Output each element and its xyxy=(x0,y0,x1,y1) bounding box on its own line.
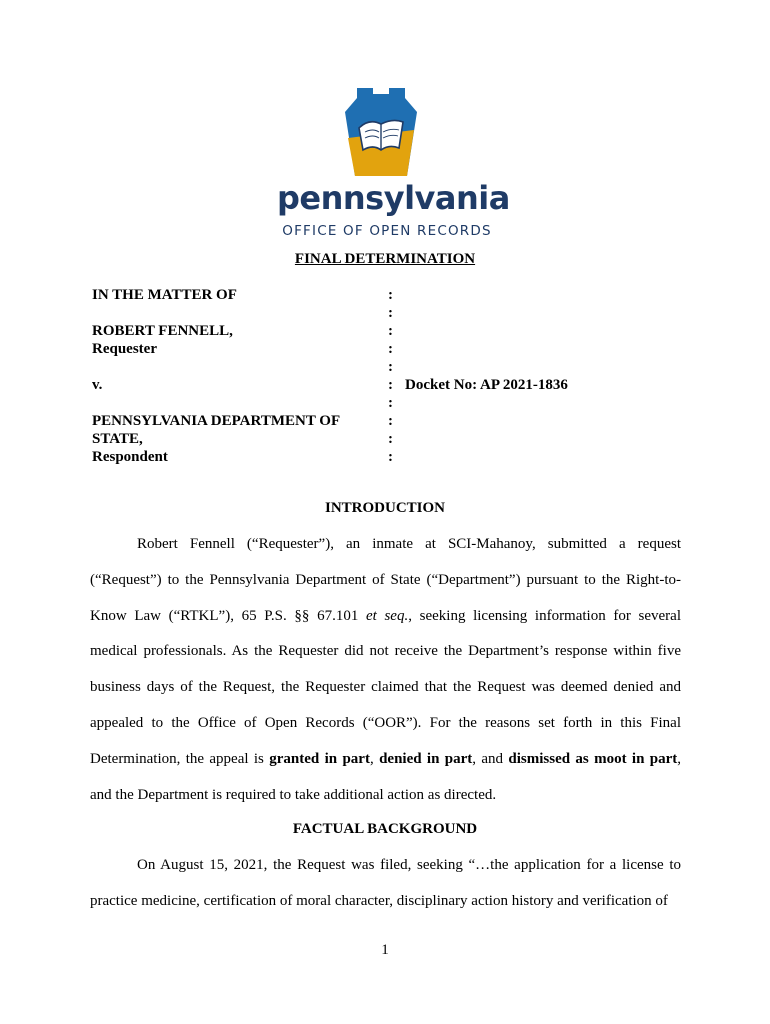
factual-background-heading: FACTUAL BACKGROUND xyxy=(292,821,478,837)
caption-colon-column xyxy=(388,286,398,466)
caption-colon: : xyxy=(388,287,393,303)
intro-italic-et-seq: et seq. xyxy=(365,607,409,624)
intro-dismissed: dismissed as moot in part xyxy=(508,750,678,767)
intro-text-2: , seeking licensing information for several medical professionals. As the Requester did not receive the Department’s response within five business days of the Request, the Requester claimed that the Request was deemed denied and appealed to the Office of Open Records (“OOR”). For the reasons set forth in this Final Determination, the appeal is xyxy=(90,607,681,767)
intro-granted: granted in part xyxy=(269,750,370,767)
keystone-open-book-icon xyxy=(345,88,417,176)
caption-colon: : xyxy=(388,377,393,393)
caption-colon: : xyxy=(388,413,393,429)
docket-number: Docket No: AP 2021-1836 xyxy=(405,377,568,393)
intro-text-3: , and the Department is required to take additional action as directed. xyxy=(90,750,682,803)
caption-requester-role: Requester xyxy=(92,341,157,357)
intro-separator: , xyxy=(369,750,380,767)
caption-colon: : xyxy=(388,359,393,375)
caption-versus: v. xyxy=(92,377,103,393)
caption-colon: : xyxy=(388,431,393,447)
caption-colon: : xyxy=(388,305,393,321)
document-title: FINAL DETERMINATION xyxy=(294,251,476,267)
caption-respondent-name-2: STATE, xyxy=(92,431,143,447)
introduction-heading: INTRODUCTION xyxy=(324,500,445,516)
caption-colon: : xyxy=(388,395,393,411)
factual-text-1: On August 15, 2021, the Request was filed, seeking “…the application for a license to practice medicine, certification of moral character, disciplinary action history and verification of xyxy=(90,857,681,909)
intro-denied: denied in part xyxy=(379,750,473,767)
caption-in-the-matter-of: IN THE MATTER OF xyxy=(92,287,237,303)
caption-respondent-name-1: PENNSYLVANIA DEPARTMENT OF xyxy=(92,413,341,429)
caption-colon: : xyxy=(388,341,393,357)
factual-background-paragraph xyxy=(90,848,681,920)
caption-parties xyxy=(92,286,362,466)
logo-wordmark: pennsylvania xyxy=(277,179,510,217)
oor-logo xyxy=(277,88,510,240)
caption-colon: : xyxy=(388,449,393,465)
intro-separator: , and xyxy=(472,750,509,767)
introduction-paragraph xyxy=(90,527,681,813)
logo-office-name: OFFICE OF OPEN RECORDS xyxy=(282,223,492,239)
caption-respondent-role: Respondent xyxy=(92,449,168,465)
caption-colon: : xyxy=(388,323,393,339)
caption-requester-name: ROBERT FENNELL, xyxy=(92,323,233,339)
intro-text-1: Robert Fennell (“Requester”), an inmate at SCI-Mahanoy, submitted a request (“Request”) to the Pennsylvania Department of State (“Department”) pursuant to the Right-to-Know Law (“RTKL”), 65 P.S. §§ 67.101 xyxy=(90,536,681,624)
page-number: 1 xyxy=(381,942,389,958)
